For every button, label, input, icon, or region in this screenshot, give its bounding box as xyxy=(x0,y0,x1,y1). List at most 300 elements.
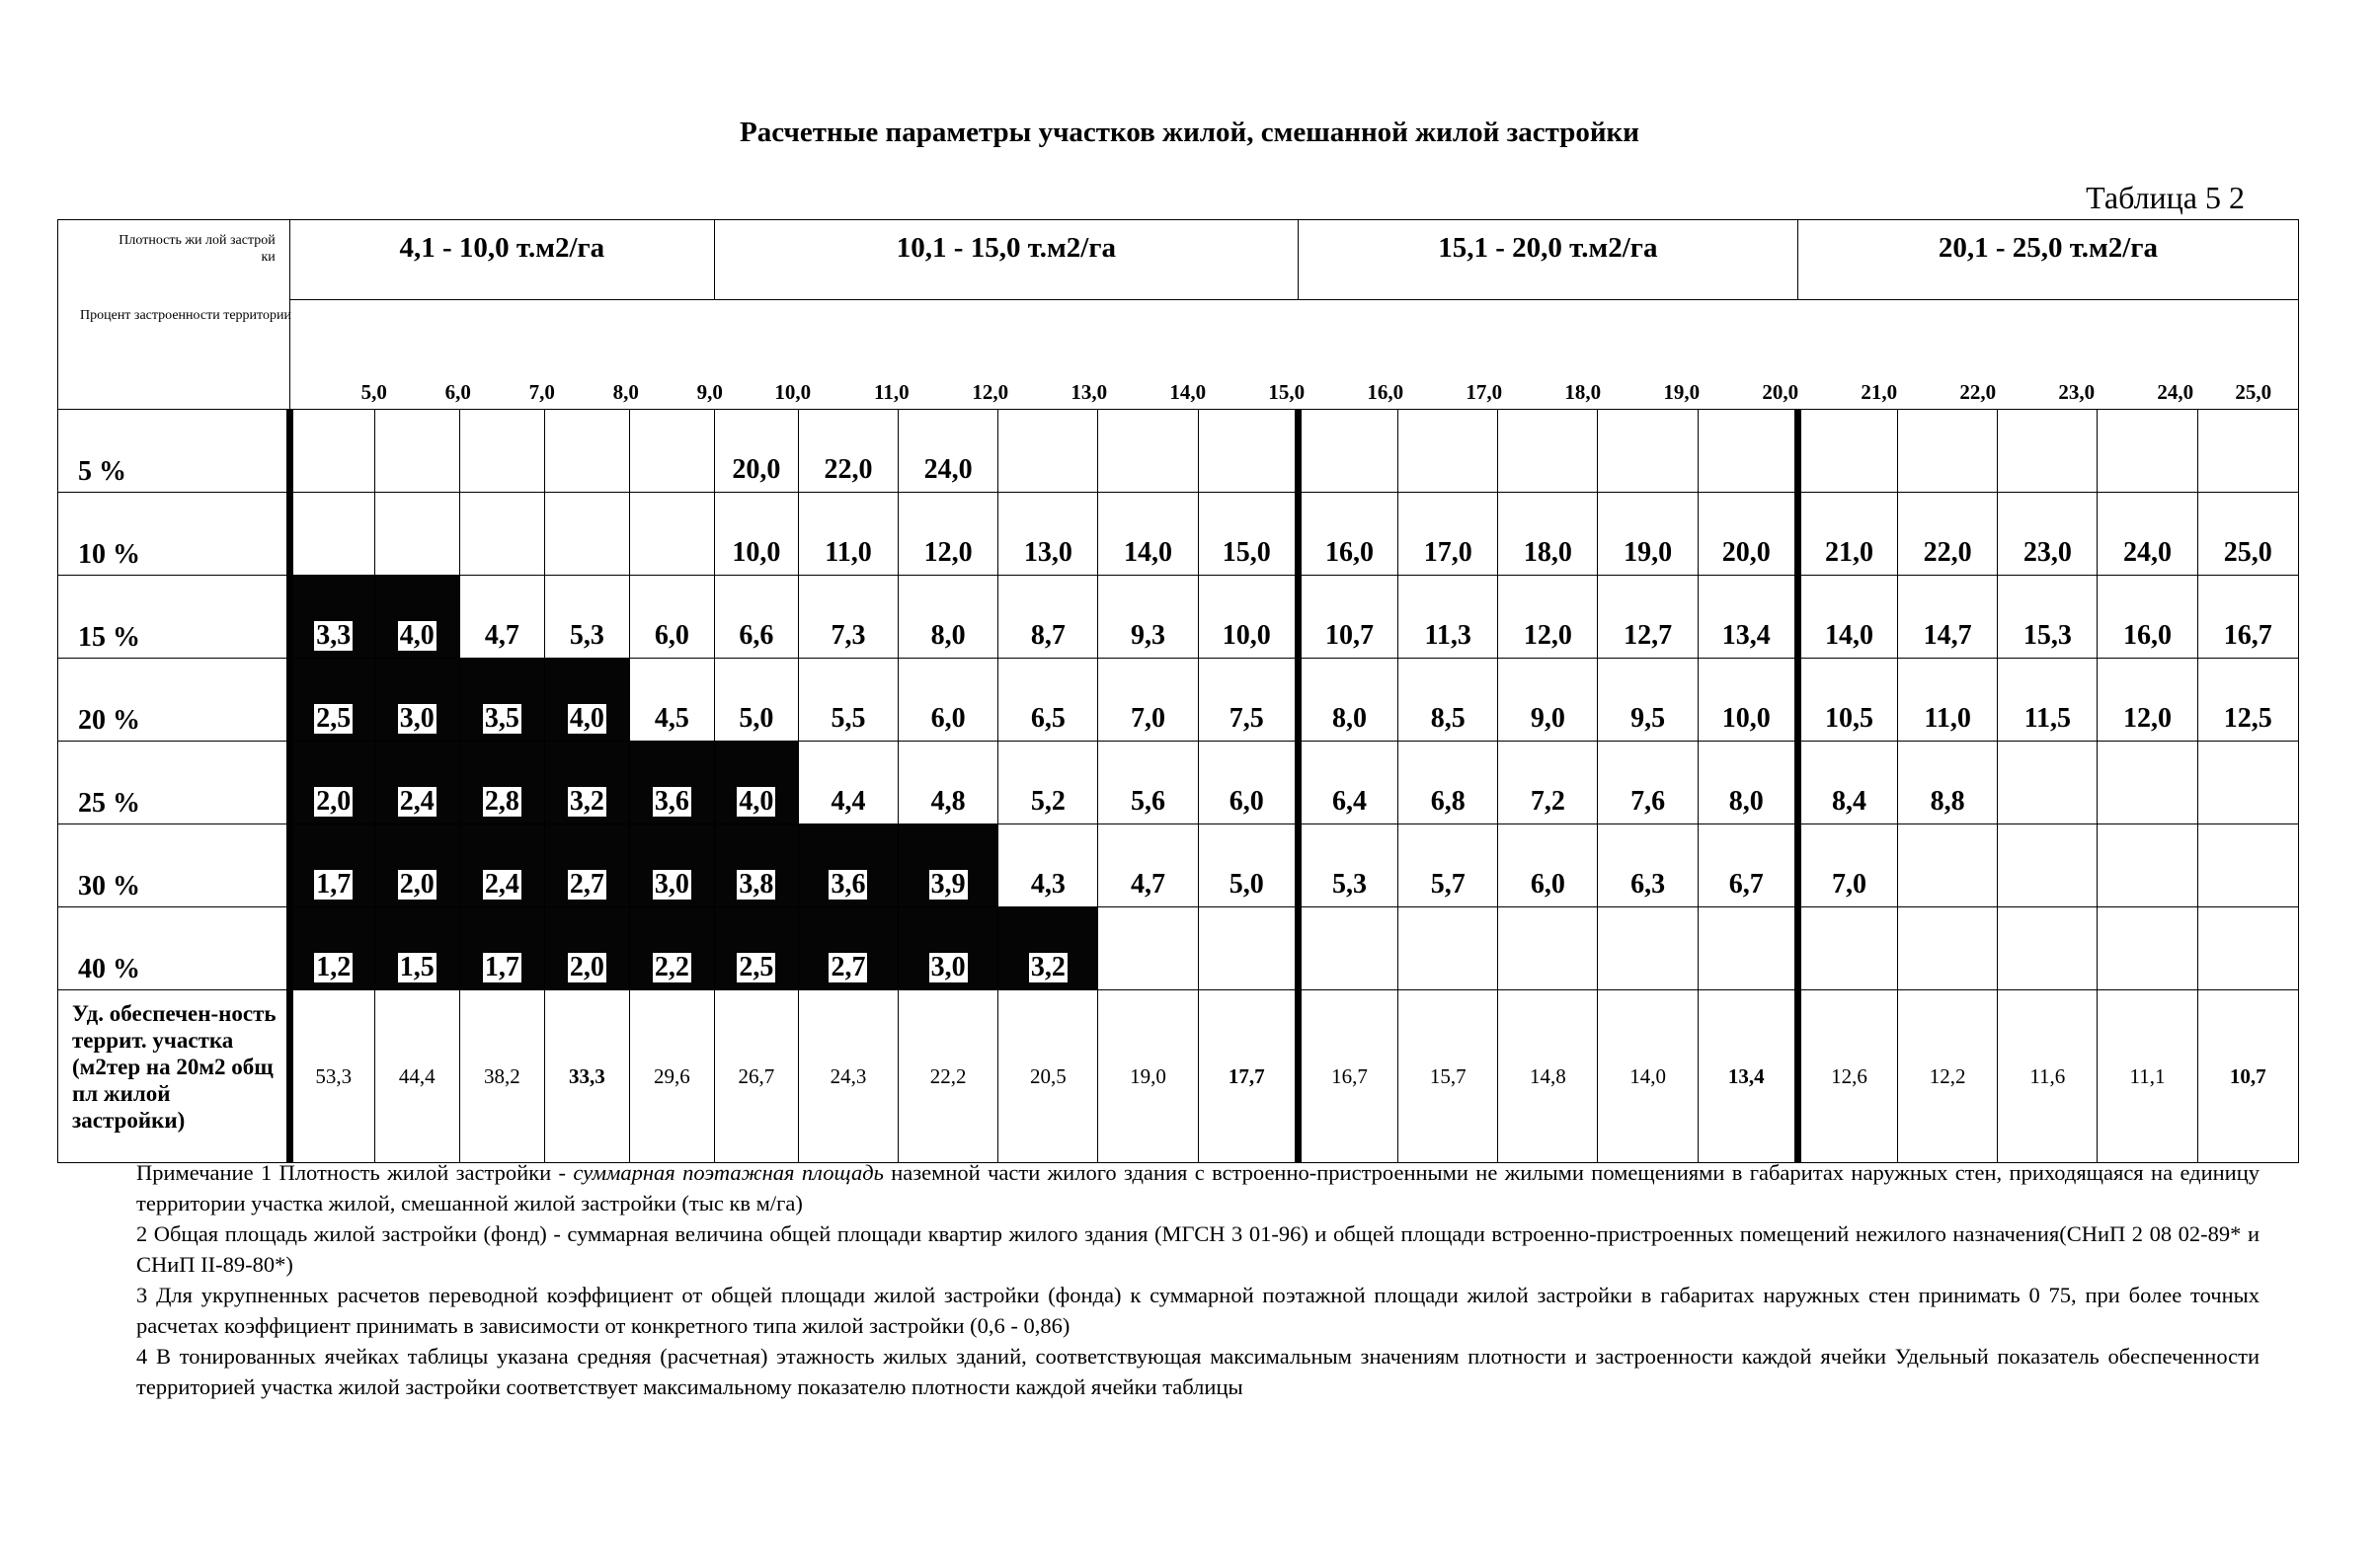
range-header-1: 4,1 - 10,0 т.м2/га xyxy=(289,220,714,300)
cell-value: 2,7 xyxy=(831,952,866,982)
table-cell xyxy=(2197,410,2298,493)
cell-value: 2,8 xyxy=(484,786,519,817)
cell-value: 3,2 xyxy=(1030,952,1066,982)
cell-value: 6,5 xyxy=(1030,703,1066,734)
toned-cell xyxy=(374,576,459,659)
cell-value: 2,7 xyxy=(569,869,604,900)
cell-value: 13,4 xyxy=(1721,620,1771,651)
toned-cell xyxy=(714,742,798,824)
table-cell xyxy=(2197,824,2298,907)
table-cell xyxy=(798,742,898,824)
toned-cell xyxy=(714,907,798,990)
table-cell xyxy=(899,493,998,576)
cell-value: 3,0 xyxy=(399,703,435,734)
row-label: 40 % xyxy=(58,907,290,990)
cell-value: 14,0 xyxy=(1124,537,1173,568)
header-row-ticks xyxy=(58,300,2299,410)
supply-value: 16,7 xyxy=(1298,990,1397,1163)
note-3: 3 Для укрупненных расчетов переводной коэффициент от общей площади жилой застройки (фонда) к суммарной поэтажной площади жилой застройки в габаритах наружных стен принимать 0 75, при более точных расчетах коэффициент принимать в зависимости от конкретного типа жилой застройки (0,6 - 0,86) xyxy=(136,1283,2260,1338)
density-tick: 20,0 xyxy=(1762,380,1799,404)
cell-value: 2,5 xyxy=(739,952,774,982)
cell-value: 2,2 xyxy=(654,952,689,982)
supply-value: 10,7 xyxy=(2197,990,2298,1163)
cell-value: 24,0 xyxy=(2123,537,2172,568)
density-tick: 9,0 xyxy=(696,380,723,404)
cell-value: 11,0 xyxy=(825,537,872,568)
cell-value: 4,7 xyxy=(1131,869,1166,900)
table-cell xyxy=(798,410,898,493)
table-row xyxy=(58,576,2299,659)
table-cell xyxy=(1998,659,2098,742)
table-cell xyxy=(1098,824,1198,907)
note-1: Примечание 1 Плотность жилой застройки - суммарная поэтажная площадь наземной части жилого здания с встроенно-пристроенными не жилыми помещениями в габаритах наружных стен, приходящаяся на единицу территории участка жилой, смешанной жилой застройки (тыс кв м/га) xyxy=(136,1160,2260,1215)
density-tick: 8,0 xyxy=(612,380,639,404)
table-cell xyxy=(1298,659,1397,742)
density-tick: 24,0 xyxy=(2157,380,2194,404)
toned-cell xyxy=(459,824,544,907)
table-cell xyxy=(1198,493,1298,576)
table-cell xyxy=(2098,493,2197,576)
cell-value: 10,0 xyxy=(732,537,781,568)
table-cell xyxy=(1698,493,1797,576)
table-cell xyxy=(1797,824,1897,907)
table-cell xyxy=(1998,576,2098,659)
table-row xyxy=(58,824,2299,907)
cell-value: 15,3 xyxy=(2022,620,2072,651)
cell-value: 14,7 xyxy=(1923,620,1972,651)
table-cell xyxy=(1298,493,1397,576)
table-cell xyxy=(2098,410,2197,493)
cell-value: 4,5 xyxy=(654,703,689,734)
table-cell xyxy=(899,659,998,742)
table-cell xyxy=(1598,493,1698,576)
cell-value: 4,8 xyxy=(930,786,966,817)
table-cell xyxy=(629,659,714,742)
cell-value: 12,5 xyxy=(2223,703,2272,734)
cell-value: 16,0 xyxy=(1325,537,1374,568)
document-title: Расчетные параметры участков жилой, смешанной жилой застройки xyxy=(740,117,1639,148)
table-cell xyxy=(1698,576,1797,659)
table-cell xyxy=(2197,742,2298,824)
corner-coverage-label: Процент застроенности территории xyxy=(80,307,291,323)
supply-value: 20,5 xyxy=(998,990,1098,1163)
table-cell xyxy=(1398,493,1498,576)
toned-cell xyxy=(798,907,898,990)
toned-cell xyxy=(459,659,544,742)
cell-value: 3,3 xyxy=(316,620,352,651)
cell-value: 4,0 xyxy=(739,786,774,817)
table-cell xyxy=(1198,907,1298,990)
table-cell xyxy=(1998,742,2098,824)
table-cell xyxy=(2098,824,2197,907)
range-header-2: 10,1 - 15,0 т.м2/га xyxy=(714,220,1298,300)
table-cell xyxy=(1998,493,2098,576)
table-cell xyxy=(1198,659,1298,742)
table-row xyxy=(58,493,2299,576)
cell-value: 22,0 xyxy=(1923,537,1972,568)
toned-cell xyxy=(629,824,714,907)
table-cell xyxy=(1797,410,1897,493)
density-tick: 22,0 xyxy=(1959,380,1997,404)
table-cell xyxy=(1298,410,1397,493)
table-cell xyxy=(1797,659,1897,742)
table-cell xyxy=(1797,493,1897,576)
toned-cell xyxy=(374,659,459,742)
table-cell xyxy=(1398,576,1498,659)
cell-value: 8,8 xyxy=(1930,786,1965,817)
cell-value: 16,0 xyxy=(2123,620,2172,651)
cell-value: 20,0 xyxy=(1721,537,1771,568)
table-cell xyxy=(1797,907,1897,990)
cell-value: 8,4 xyxy=(1831,786,1866,817)
table-cell xyxy=(998,824,1098,907)
toned-cell xyxy=(459,742,544,824)
cell-value: 11,0 xyxy=(1924,703,1971,734)
table-cell xyxy=(1698,410,1797,493)
supply-value: 19,0 xyxy=(1098,990,1198,1163)
toned-cell xyxy=(544,659,629,742)
table-cell xyxy=(1498,410,1598,493)
table-cell xyxy=(998,493,1098,576)
cell-value: 15,0 xyxy=(1222,537,1271,568)
density-tick: 17,0 xyxy=(1466,380,1503,404)
density-ticks-cell xyxy=(289,300,2298,410)
cell-value: 6,4 xyxy=(1332,786,1367,817)
supply-value: 11,6 xyxy=(1998,990,2098,1163)
supply-value: 13,4 xyxy=(1698,990,1797,1163)
table-cell xyxy=(1498,824,1598,907)
table-cell xyxy=(1198,576,1298,659)
cell-value: 16,7 xyxy=(2223,620,2272,651)
cell-value: 6,0 xyxy=(1229,786,1264,817)
row-label: 20 % xyxy=(58,659,290,742)
table-cell xyxy=(2098,742,2197,824)
cell-value: 5,7 xyxy=(1430,869,1466,900)
table-cell xyxy=(459,410,544,493)
toned-cell xyxy=(289,659,374,742)
table-cell xyxy=(1398,659,1498,742)
cell-value: 7,6 xyxy=(1630,786,1666,817)
toned-cell xyxy=(629,742,714,824)
cell-value: 1,7 xyxy=(484,952,519,982)
cell-value: 11,3 xyxy=(1424,620,1471,651)
table-cell xyxy=(629,493,714,576)
header-row-ranges xyxy=(58,220,2299,300)
table-cell xyxy=(1098,907,1198,990)
cell-value: 12,0 xyxy=(1523,620,1572,651)
row-label: 30 % xyxy=(58,824,290,907)
cell-value: 2,0 xyxy=(399,869,435,900)
table-cell xyxy=(1498,659,1598,742)
cell-value: 14,0 xyxy=(1824,620,1873,651)
cell-value: 3,2 xyxy=(569,786,604,817)
supply-value: 17,7 xyxy=(1198,990,1298,1163)
cell-value: 2,4 xyxy=(399,786,435,817)
table-cell xyxy=(289,493,374,576)
table-cell xyxy=(289,410,374,493)
cell-value: 2,0 xyxy=(316,786,352,817)
table-cell xyxy=(998,410,1098,493)
supply-row xyxy=(58,990,2299,1163)
table-number: Таблица 5 2 xyxy=(2086,180,2245,215)
table-cell xyxy=(1698,824,1797,907)
table-cell xyxy=(1898,493,1998,576)
cell-value: 22,0 xyxy=(824,454,873,485)
cell-value: 4,0 xyxy=(569,703,604,734)
cell-value: 9,3 xyxy=(1131,620,1166,651)
table-cell xyxy=(2197,576,2298,659)
table-cell xyxy=(1098,493,1198,576)
supply-value: 11,1 xyxy=(2098,990,2197,1163)
table-cell xyxy=(1998,410,2098,493)
cell-value: 3,0 xyxy=(930,952,966,982)
cell-value: 5,0 xyxy=(1229,869,1264,900)
cell-value: 6,8 xyxy=(1430,786,1466,817)
table-cell xyxy=(998,742,1098,824)
table-cell xyxy=(1198,824,1298,907)
table-cell xyxy=(1898,907,1998,990)
cell-value: 4,7 xyxy=(484,620,519,651)
table-cell xyxy=(1898,576,1998,659)
table-cell xyxy=(714,410,798,493)
supply-value: 15,7 xyxy=(1398,990,1498,1163)
table-cell xyxy=(544,410,629,493)
cell-value: 8,0 xyxy=(1728,786,1764,817)
cell-value: 8,0 xyxy=(1332,703,1367,734)
cell-value: 7,0 xyxy=(1131,703,1166,734)
density-tick: 25,0 xyxy=(2235,380,2272,404)
table-cell xyxy=(1698,742,1797,824)
table-cell xyxy=(1598,576,1698,659)
table-cell xyxy=(1298,742,1397,824)
corner-header-cell xyxy=(58,220,290,410)
cell-value: 10,0 xyxy=(1721,703,1771,734)
cell-value: 7,0 xyxy=(1831,869,1866,900)
parameters-table xyxy=(57,219,2299,1163)
table-cell xyxy=(1698,659,1797,742)
toned-cell xyxy=(459,907,544,990)
table-cell xyxy=(899,576,998,659)
cell-value: 7,3 xyxy=(831,620,866,651)
row-label: 25 % xyxy=(58,742,290,824)
cell-value: 2,0 xyxy=(569,952,604,982)
toned-cell xyxy=(798,824,898,907)
table-cell xyxy=(899,742,998,824)
table-cell xyxy=(998,659,1098,742)
table-cell xyxy=(2197,659,2298,742)
table-cell xyxy=(1797,576,1897,659)
table-cell xyxy=(899,410,998,493)
cell-value: 7,2 xyxy=(1530,786,1565,817)
toned-cell xyxy=(289,824,374,907)
supply-value: 12,2 xyxy=(1898,990,1998,1163)
supply-value: 53,3 xyxy=(289,990,374,1163)
table-cell xyxy=(459,576,544,659)
cell-value: 3,6 xyxy=(654,786,689,817)
table-cell xyxy=(374,493,459,576)
cell-value: 5,3 xyxy=(1332,869,1367,900)
cell-value: 24,0 xyxy=(923,454,973,485)
cell-value: 5,3 xyxy=(569,620,604,651)
table-cell xyxy=(1998,907,2098,990)
cell-value: 10,5 xyxy=(1824,703,1873,734)
table-row xyxy=(58,659,2299,742)
cell-value: 6,0 xyxy=(930,703,966,734)
row-label: 5 % xyxy=(58,410,290,493)
table-cell xyxy=(714,576,798,659)
table-row xyxy=(58,410,2299,493)
supply-value: 14,8 xyxy=(1498,990,1598,1163)
toned-cell xyxy=(998,907,1098,990)
cell-value: 7,5 xyxy=(1229,703,1264,734)
cell-value: 3,0 xyxy=(654,869,689,900)
supply-label: Уд. обеспечен-ность террит. участка (м2тер на 20м2 общ пл жилой застройки) xyxy=(58,990,290,1163)
cell-value: 23,0 xyxy=(2022,537,2072,568)
table-cell xyxy=(1498,742,1598,824)
cell-value: 1,5 xyxy=(399,952,435,982)
supply-value: 44,4 xyxy=(374,990,459,1163)
table-cell xyxy=(1898,742,1998,824)
table-row xyxy=(58,907,2299,990)
table-cell xyxy=(1098,576,1198,659)
note-1-italic: суммарная поэтажная площадь xyxy=(573,1160,884,1185)
table-cell xyxy=(1298,907,1397,990)
cell-value: 2,4 xyxy=(484,869,519,900)
cell-value: 1,7 xyxy=(316,869,352,900)
cell-value: 6,0 xyxy=(654,620,689,651)
cell-value: 9,0 xyxy=(1530,703,1565,734)
table-cell xyxy=(544,576,629,659)
range-header-4: 20,1 - 25,0 т.м2/га xyxy=(1797,220,2298,300)
table-cell xyxy=(1398,824,1498,907)
density-tick: 19,0 xyxy=(1663,380,1701,404)
density-tick: 6,0 xyxy=(444,380,471,404)
table-cell xyxy=(1298,576,1397,659)
table-cell xyxy=(2098,659,2197,742)
table-cell xyxy=(1898,659,1998,742)
table-cell xyxy=(629,410,714,493)
corner-density-label: Плотность жи лой застрой ки xyxy=(119,232,276,265)
table-cell xyxy=(714,659,798,742)
row-label: 15 % xyxy=(58,576,290,659)
toned-cell xyxy=(629,907,714,990)
cell-value: 5,2 xyxy=(1030,786,1066,817)
supply-value: 14,0 xyxy=(1598,990,1698,1163)
toned-cell xyxy=(289,742,374,824)
range-header-3: 15,1 - 20,0 т.м2/га xyxy=(1298,220,1797,300)
toned-cell xyxy=(899,824,998,907)
table-cell xyxy=(1098,659,1198,742)
cell-value: 21,0 xyxy=(1824,537,1873,568)
table-cell xyxy=(2197,493,2298,576)
cell-value: 4,4 xyxy=(831,786,866,817)
cell-value: 12,0 xyxy=(923,537,973,568)
table-cell xyxy=(1598,907,1698,990)
table-cell xyxy=(2098,907,2197,990)
table-cell xyxy=(1498,576,1598,659)
cell-value: 6,0 xyxy=(1530,869,1565,900)
table-cell xyxy=(798,493,898,576)
cell-value: 11,5 xyxy=(2023,703,2072,734)
table-cell xyxy=(1398,410,1498,493)
table-row xyxy=(58,742,2299,824)
cell-value: 5,6 xyxy=(1131,786,1166,817)
supply-value: 26,7 xyxy=(714,990,798,1163)
toned-cell xyxy=(289,907,374,990)
density-tick: 14,0 xyxy=(1169,380,1207,404)
cell-value: 9,5 xyxy=(1630,703,1666,734)
density-tick: 18,0 xyxy=(1564,380,1602,404)
table-cell xyxy=(2098,576,2197,659)
cell-value: 3,6 xyxy=(831,869,866,900)
cell-value: 10,0 xyxy=(1222,620,1271,651)
density-tick: 7,0 xyxy=(528,380,555,404)
table-cell xyxy=(714,493,798,576)
table-cell xyxy=(1198,410,1298,493)
cell-value: 12,0 xyxy=(2123,703,2172,734)
cell-value: 18,0 xyxy=(1523,537,1572,568)
table-cell xyxy=(1298,824,1397,907)
cell-value: 6,3 xyxy=(1630,869,1666,900)
table-cell xyxy=(1797,742,1897,824)
cell-value: 6,6 xyxy=(739,620,774,651)
supply-value: 33,3 xyxy=(544,990,629,1163)
table-cell xyxy=(1098,742,1198,824)
density-tick: 5,0 xyxy=(360,380,387,404)
density-tick: 13,0 xyxy=(1071,380,1108,404)
cell-value: 4,3 xyxy=(1030,869,1066,900)
cell-value: 6,7 xyxy=(1728,869,1764,900)
note-2: 2 Общая площадь жилой застройки (фонд) - суммарная величина общей площади квартир жилого здания (МГСН 3 01-96) и общей площади встроенно-пристроенных помещений нежилого назначения(СНиП 2 08 02-89* и СНиП II-89-80*) xyxy=(136,1221,2260,1277)
supply-value: 38,2 xyxy=(459,990,544,1163)
density-tick: 21,0 xyxy=(1861,380,1898,404)
table-cell xyxy=(798,659,898,742)
cell-value: 5,0 xyxy=(739,703,774,734)
density-tick: 23,0 xyxy=(2058,380,2096,404)
table-cell xyxy=(1098,410,1198,493)
cell-value: 8,5 xyxy=(1430,703,1466,734)
cell-value: 3,8 xyxy=(739,869,774,900)
density-tick: 16,0 xyxy=(1367,380,1404,404)
table-cell xyxy=(1398,742,1498,824)
cell-value: 3,5 xyxy=(484,703,519,734)
cell-value: 3,9 xyxy=(930,869,966,900)
table-cell xyxy=(1698,907,1797,990)
toned-cell xyxy=(714,824,798,907)
cell-value: 20,0 xyxy=(732,454,781,485)
table-cell xyxy=(1398,907,1498,990)
density-tick: 10,0 xyxy=(774,380,812,404)
cell-value: 10,7 xyxy=(1325,620,1374,651)
toned-cell xyxy=(289,576,374,659)
cell-value: 8,7 xyxy=(1030,620,1066,651)
table-cell xyxy=(1898,410,1998,493)
supply-value: 24,3 xyxy=(798,990,898,1163)
table-cell xyxy=(2197,907,2298,990)
table-cell xyxy=(798,576,898,659)
table-cell xyxy=(1598,742,1698,824)
cell-value: 8,0 xyxy=(930,620,966,651)
table-cell xyxy=(1498,907,1598,990)
note-4: 4 В тонированных ячейках таблицы указана средняя (расчетная) этажность жилых зданий, соответствующая максимальным значениям плотности и застроенности каждой ячейки Удельный показатель обеспеченности территорией участка жилой застройки соответствует максимальному показателю плотности каждой ячейки таблицы xyxy=(136,1344,2260,1399)
cell-value: 2,5 xyxy=(316,703,352,734)
supply-value: 22,2 xyxy=(899,990,998,1163)
cell-value: 1,2 xyxy=(316,952,352,982)
table-cell xyxy=(1998,824,2098,907)
table-cell xyxy=(1598,659,1698,742)
cell-value: 5,5 xyxy=(831,703,866,734)
table-cell xyxy=(629,576,714,659)
